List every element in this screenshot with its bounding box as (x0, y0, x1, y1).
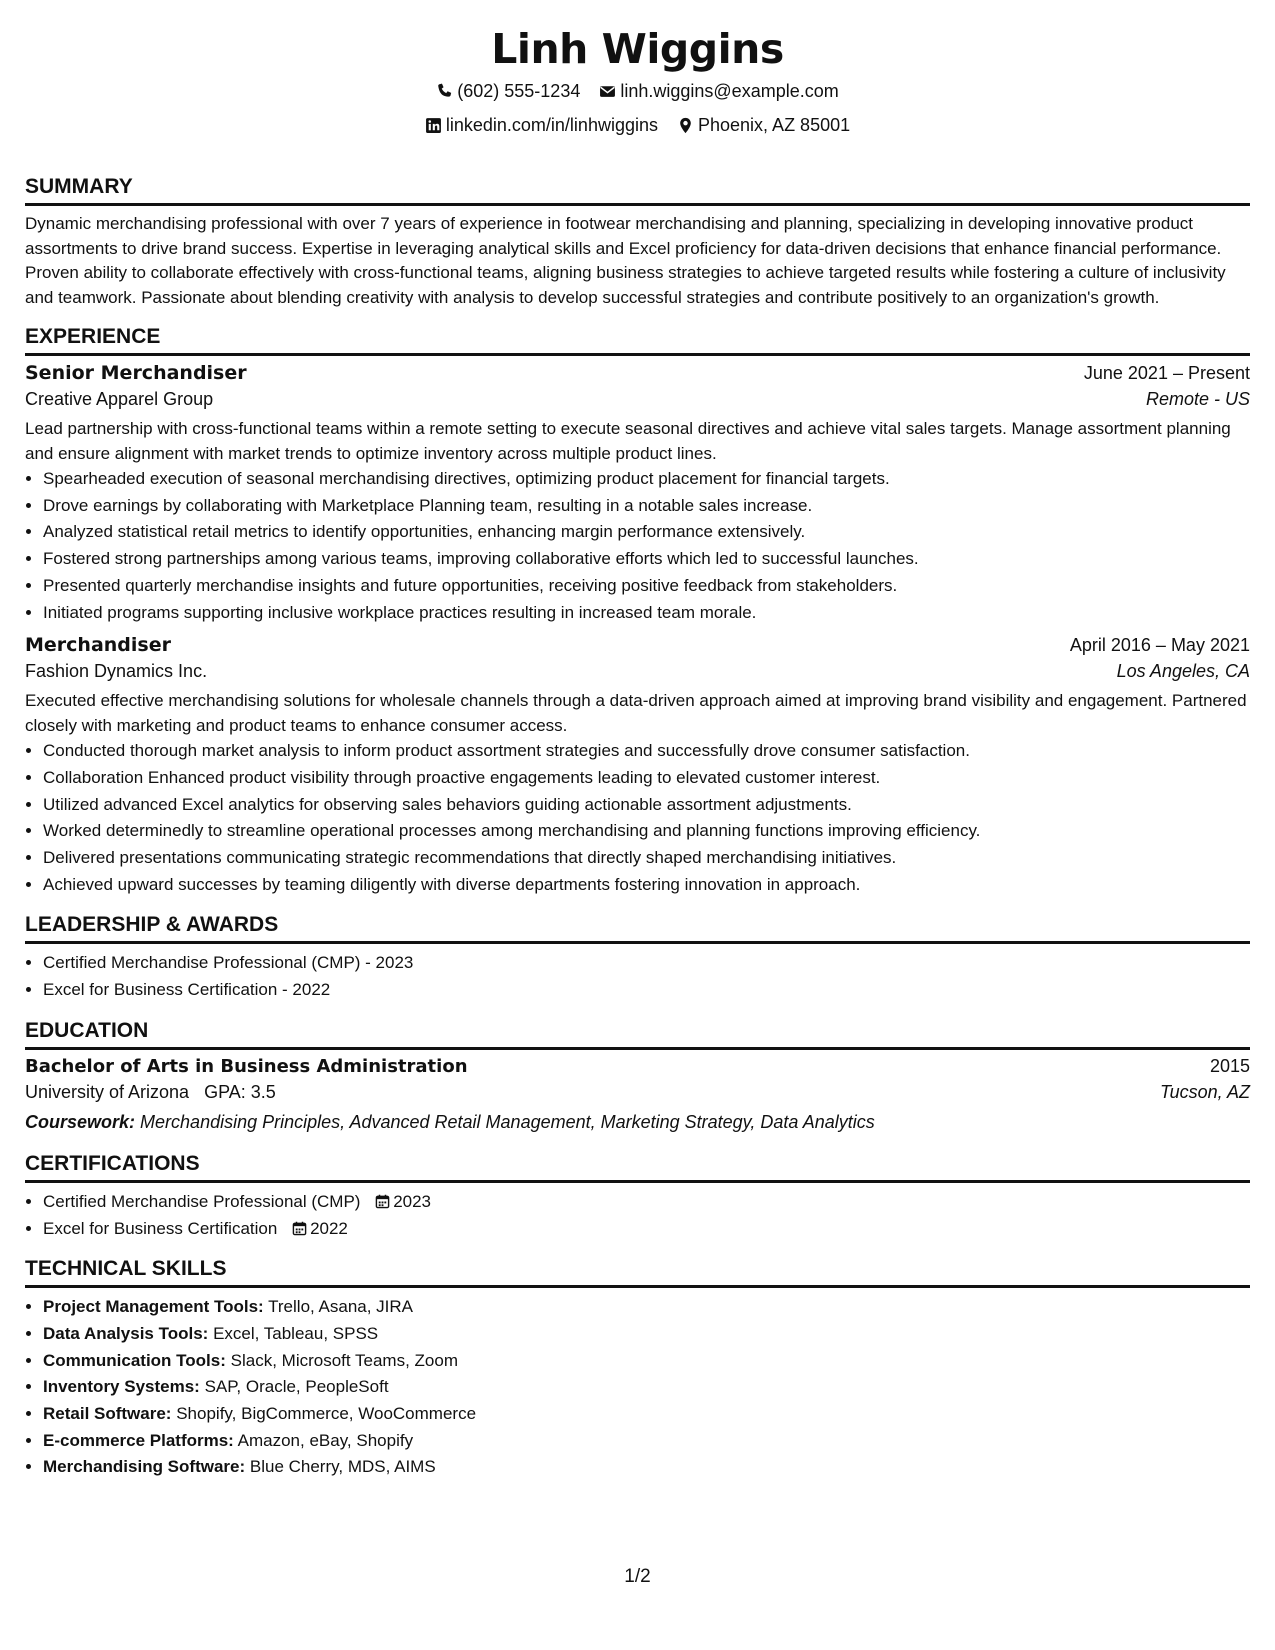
education-subheader (25, 1077, 1250, 1107)
job-header (25, 634, 1250, 656)
skill-label: Communication Tools: (43, 1350, 226, 1370)
list-item (43, 1294, 1250, 1321)
list-item (43, 1189, 1250, 1216)
certifications-list (25, 1189, 1250, 1242)
phone-contact (436, 76, 580, 107)
list-item: • Collaboration Enhanced product visibility through proactive engagements leading to elevated customer interest. (43, 765, 1250, 792)
contact-line-1 (25, 76, 1250, 110)
leadership-list (25, 950, 1250, 1003)
skill-value: Trello, Asana, JIRA (268, 1297, 414, 1317)
skills-list (25, 1294, 1250, 1481)
phone-text: (602) 555-1234 (457, 81, 581, 101)
job-header (25, 362, 1250, 384)
education-header (25, 1056, 1250, 1077)
list-item: • Utilized advanced Excel analytics for observing sales behaviors guiding actionable assortment adjustments. (43, 792, 1250, 819)
skills-section (25, 1256, 1250, 1481)
summary-text: Dynamic merchandising professional with over 7 years of experience in footwear merchandising and planning, specializing in developing innovative product assortments to drive brand success. Expertise in leveraging analytical skills and Excel proficiency for data-driven decisions that enhance financial performance. Proven ability to collaborate effectively with cross-functional teams, aligning business strategies to achieve targeted results while fostering a culture of inclusivity and teamwork. Passionate about blending creativity with analysis to develop successful strategies and contribute positively to an organization's growth. (25, 214, 1226, 307)
job-entry (25, 362, 1250, 626)
list-item: • Achieved upward successes by teaming diligently with diverse departments fostering innovation in approach. (43, 872, 1250, 899)
list-item: • Analyzed statistical retail metrics to identify opportunities, enhancing margin performance extensively. (43, 519, 1250, 546)
list-item (43, 1216, 1250, 1243)
contact-line-2 (25, 110, 1250, 144)
envelope-icon (599, 83, 616, 100)
school-location: Tucson, AZ (1159, 1081, 1250, 1102)
job-subheader (25, 656, 1250, 686)
job-company: Fashion Dynamics Inc. (25, 661, 208, 682)
leadership-section (25, 912, 1250, 1003)
job-date: April 2016 – May 2021 (1069, 635, 1250, 656)
certification-year: 2022 (310, 1218, 348, 1238)
list-item (43, 1454, 1250, 1481)
job-location: Los Angeles, CA (1116, 661, 1250, 682)
education-section (25, 1018, 1250, 1137)
job-title: Merchandiser (25, 634, 171, 657)
list-item (43, 1428, 1250, 1455)
skill-value: Blue Cherry, MDS, AIMS (249, 1457, 436, 1477)
skill-label: Data Analysis Tools: (43, 1323, 209, 1343)
linkedin-contact[interactable] (425, 110, 658, 141)
coursework-text: Merchandising Principles, Advanced Retail Management, Marketing Strategy, Data Analytics (140, 1111, 875, 1132)
skill-value: Excel, Tableau, SPSS (213, 1323, 379, 1343)
certification-name: Certified Merchandise Professional (CMP) (43, 1191, 361, 1211)
list-item: • Initiated programs supporting inclusive workplace practices resulting in increased team morale. (43, 600, 1250, 627)
job-subheader (25, 384, 1250, 414)
job-date: June 2021 – Present (1083, 363, 1250, 383)
experience-heading: EXPERIENCE (25, 324, 1250, 356)
job-description: Executed effective merchandising solutions for wholesale channels through a data-driven approach aimed at improving brand visibility and engagement. Partnered closely with marketing and product teams to enhance consumer access. (25, 691, 1247, 736)
location-text: Phoenix, AZ 85001 (698, 115, 851, 135)
list-item: • Presented quarterly merchandise insights and future opportunities, receiving positive feedback from stakeholders. (43, 573, 1250, 600)
list-item: • Delivered presentations communicating strategic recommendations that directly shaped merchandising initiatives. (43, 845, 1250, 872)
page-number: 1/2 (624, 1566, 651, 1587)
list-item: • Certified Merchandise Professional (CMP) - 2023 (43, 950, 1250, 977)
job-title: Senior Merchandiser (25, 362, 247, 384)
education-heading: EDUCATION (25, 1018, 1250, 1050)
calendar-icon (292, 1221, 307, 1236)
job-entry (25, 634, 1250, 898)
degree-title: Bachelor of Arts in Business Administration (25, 1055, 468, 1077)
email-contact[interactable] (599, 76, 838, 107)
list-item (43, 1401, 1250, 1428)
certification-name: Excel for Business Certification (43, 1218, 278, 1238)
list-item: • Drove earnings by collaborating with Marketplace Planning team, resulting in a notable sales increase. (43, 493, 1250, 520)
phone-icon (436, 83, 453, 100)
skill-label: Project Management Tools: (43, 1297, 264, 1317)
job-bullets (25, 738, 1250, 898)
list-item (43, 1321, 1250, 1348)
job-bullets (25, 466, 1250, 626)
list-item: • Worked determinedly to streamline operational processes among merchandising and planning functions improving efficiency. (43, 818, 1250, 845)
coursework-label: Coursework: (25, 1111, 136, 1132)
skill-value: Shopify, BigCommerce, WooCommerce (176, 1404, 477, 1424)
job-description: Lead partnership with cross-functional teams within a remote setting to execute seasonal directives and achieve vital sales targets. Manage assortment planning and ensure alignment with market trends to optimize inventory across multiple product lines. (25, 419, 1231, 463)
experience-section (25, 324, 1250, 898)
skill-label: Merchandising Software: (43, 1457, 246, 1477)
summary-heading: SUMMARY (25, 174, 1250, 206)
job-company: Creative Apparel Group (25, 389, 214, 409)
leadership-heading: LEADERSHIP & AWARDS (25, 912, 1250, 944)
map-pin-icon (677, 117, 694, 134)
list-item (43, 1348, 1250, 1375)
calendar-icon (375, 1194, 390, 1209)
skill-value: Amazon, eBay, Shopify (237, 1430, 414, 1450)
gpa: GPA: 3.5 (204, 1081, 276, 1102)
email-text: linh.wiggins@example.com (620, 81, 839, 101)
list-item: • Spearheaded execution of seasonal merchandising directives, optimizing product placement for financial targets. (43, 466, 1250, 493)
graduation-year: 2015 (1209, 1055, 1250, 1076)
skills-heading: TECHNICAL SKILLS (25, 1256, 1250, 1288)
skill-value: SAP, Oracle, PeopleSoft (204, 1377, 389, 1397)
certifications-section (25, 1151, 1250, 1242)
list-item: • Excel for Business Certification - 2022 (43, 977, 1250, 1004)
list-item: • Fostered strong partnerships among various teams, improving collaborative efforts which led to successful launches. (43, 546, 1250, 573)
certification-year: 2023 (393, 1191, 432, 1211)
list-item: • Conducted thorough market analysis to inform product assortment strategies and successfully drove consumer satisfaction. (43, 738, 1250, 765)
summary-section (25, 174, 1250, 310)
candidate-name: Linh Wiggins (491, 25, 784, 73)
skill-label: Inventory Systems: (43, 1377, 200, 1397)
location-contact (677, 110, 850, 141)
skill-label: E-commerce Platforms: (43, 1430, 234, 1450)
skill-label: Retail Software: (43, 1404, 172, 1424)
job-location: Remote - US (1145, 389, 1250, 409)
linkedin-text: linkedin.com/in/linhwiggins (445, 115, 658, 135)
certifications-heading: CERTIFICATIONS (25, 1151, 1250, 1183)
school-name: University of Arizona (25, 1081, 190, 1102)
school-info (25, 1077, 276, 1107)
coursework (25, 1107, 1250, 1137)
linkedin-icon (425, 117, 442, 134)
list-item (43, 1374, 1250, 1401)
skill-value: Slack, Microsoft Teams, Zoom (230, 1350, 458, 1370)
